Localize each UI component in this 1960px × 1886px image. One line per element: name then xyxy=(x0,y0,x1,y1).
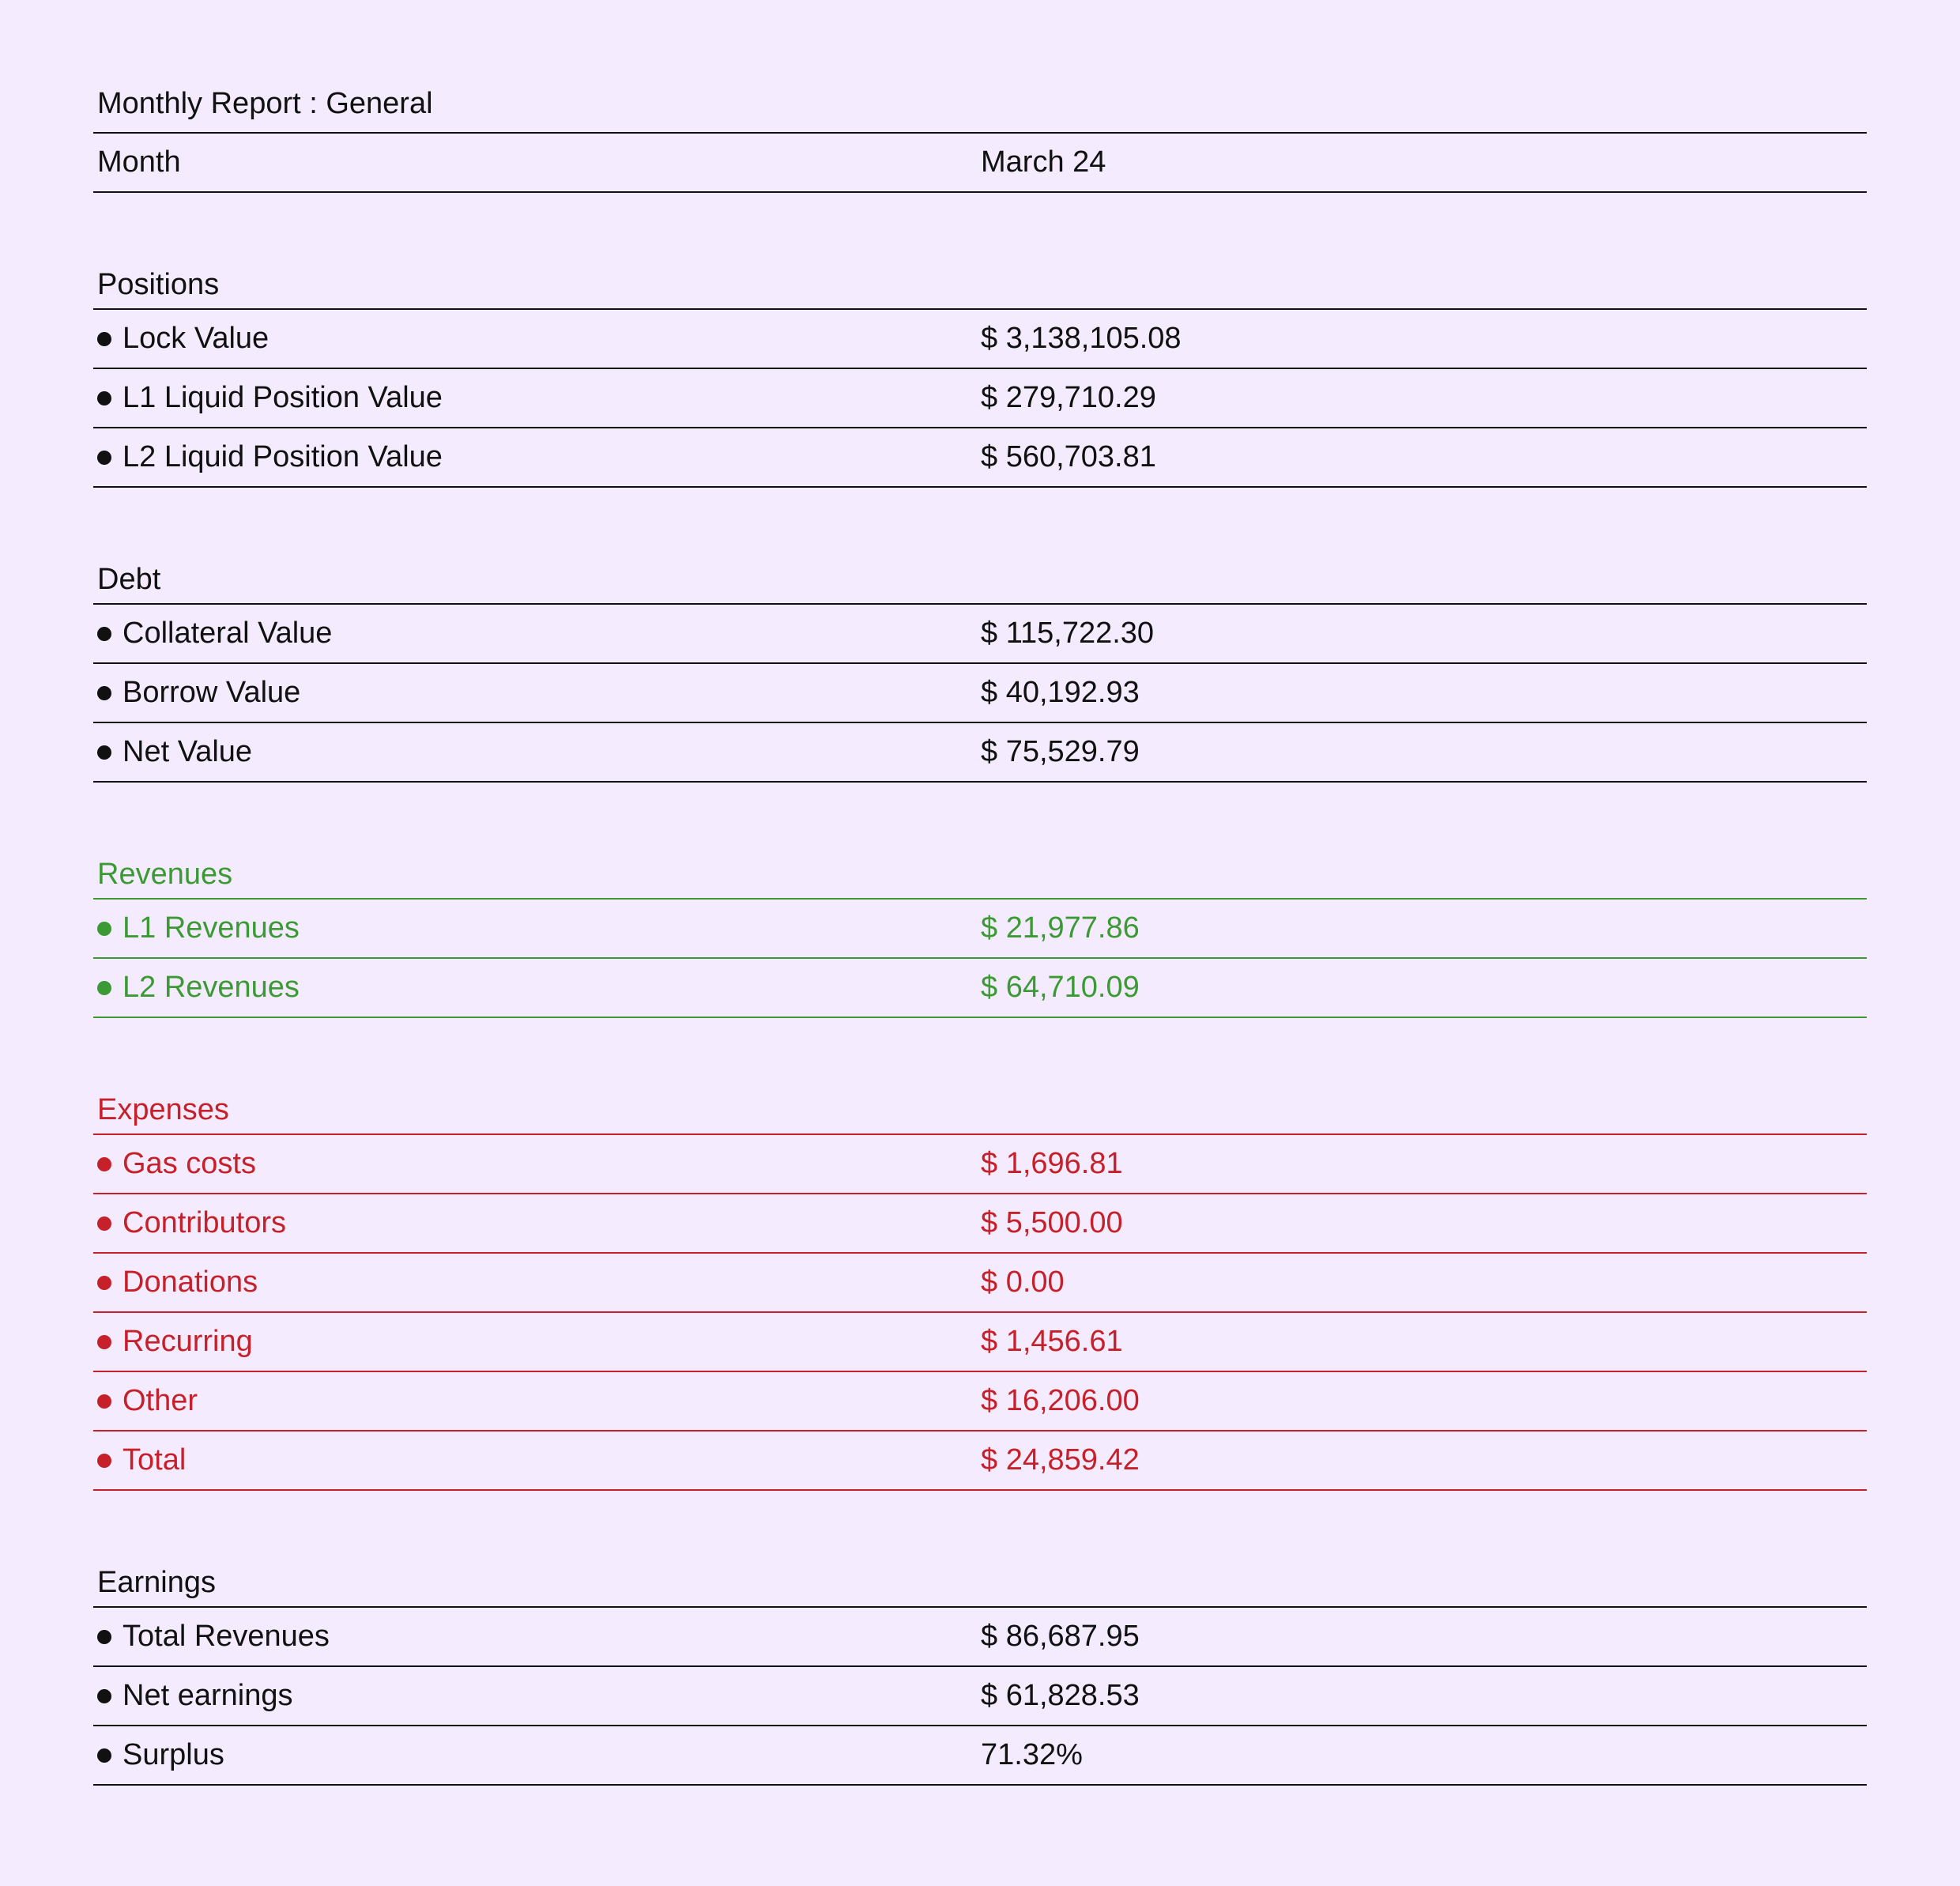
positions-row-lock-value xyxy=(93,310,1867,369)
item-label: Net Value xyxy=(122,735,253,768)
item-value: $ 3,138,105.08 xyxy=(981,322,1182,355)
expenses-row-contributors xyxy=(93,1194,1867,1254)
revenues-row-l1 xyxy=(93,900,1867,959)
item-label: Donations xyxy=(122,1266,258,1299)
revenues-section xyxy=(93,840,1867,1018)
item-label: Other xyxy=(122,1384,198,1417)
item-value: $ 16,206.00 xyxy=(981,1384,1140,1417)
debt-row-collateral xyxy=(93,605,1867,664)
item-label: L1 Revenues xyxy=(122,911,300,945)
item-label: L1 Liquid Position Value xyxy=(122,381,443,414)
bullet-icon xyxy=(97,1689,111,1703)
earnings-row-net-earnings xyxy=(93,1667,1867,1726)
item-label: L2 Liquid Position Value xyxy=(122,440,443,473)
debt-row-net xyxy=(93,723,1867,783)
item-value: $ 24,859.42 xyxy=(981,1443,1140,1477)
item-value: $ 86,687.95 xyxy=(981,1620,1140,1653)
bullet-icon xyxy=(97,745,111,760)
bullet-icon xyxy=(97,686,111,700)
bullet-icon xyxy=(97,1630,111,1644)
bullet-icon xyxy=(97,1748,111,1763)
expenses-section xyxy=(93,1076,1867,1491)
positions-section xyxy=(93,251,1867,488)
item-label: Gas costs xyxy=(122,1147,256,1180)
item-label: Collateral Value xyxy=(122,617,333,650)
bullet-icon xyxy=(97,1335,111,1349)
item-value: $ 0.00 xyxy=(981,1266,1065,1299)
bullet-icon xyxy=(97,1276,111,1290)
item-value: $ 75,529.79 xyxy=(981,735,1140,768)
positions-heading: Positions xyxy=(93,251,1867,310)
bullet-icon xyxy=(97,332,111,346)
item-label: Lock Value xyxy=(122,322,270,355)
positions-row-l1-liquid xyxy=(93,369,1867,428)
item-value: $ 1,696.81 xyxy=(981,1147,1123,1180)
item-value: $ 115,722.30 xyxy=(981,617,1155,650)
bullet-icon xyxy=(97,981,111,995)
bullet-icon xyxy=(97,391,111,405)
item-value: $ 560,703.81 xyxy=(981,440,1156,473)
item-label: Total xyxy=(122,1443,187,1477)
debt-section xyxy=(93,545,1867,783)
item-value: $ 40,192.93 xyxy=(981,676,1140,709)
monthly-report xyxy=(93,75,1867,1786)
item-label: Recurring xyxy=(122,1325,253,1358)
item-value: $ 64,710.09 xyxy=(981,971,1140,1004)
report-title: Monthly Report : General xyxy=(93,75,1867,134)
item-label: Borrow Value xyxy=(122,676,301,709)
item-value: $ 61,828.53 xyxy=(981,1679,1140,1712)
item-label: Contributors xyxy=(122,1206,286,1239)
earnings-section xyxy=(93,1548,1867,1786)
debt-heading: Debt xyxy=(93,545,1867,605)
expenses-row-recurring xyxy=(93,1313,1867,1372)
earnings-row-surplus xyxy=(93,1726,1867,1786)
bullet-icon xyxy=(97,1216,111,1231)
item-label: Total Revenues xyxy=(122,1620,330,1653)
expenses-row-other xyxy=(93,1372,1867,1431)
revenues-heading: Revenues xyxy=(93,840,1867,900)
item-label: L2 Revenues xyxy=(122,971,300,1004)
item-value: 71.32% xyxy=(981,1738,1083,1771)
earnings-heading: Earnings xyxy=(93,1548,1867,1608)
item-label: Surplus xyxy=(122,1738,224,1771)
month-label: Month xyxy=(97,145,181,179)
item-value: $ 1,456.61 xyxy=(981,1325,1123,1358)
bullet-icon xyxy=(97,1157,111,1171)
month-row xyxy=(93,134,1867,193)
item-value: $ 279,710.29 xyxy=(981,381,1156,414)
expenses-row-total xyxy=(93,1431,1867,1491)
revenues-row-l2 xyxy=(93,959,1867,1018)
expenses-row-gas xyxy=(93,1135,1867,1194)
bullet-icon xyxy=(97,922,111,936)
bullet-icon xyxy=(97,1394,111,1409)
item-label: Net earnings xyxy=(122,1679,293,1712)
item-value: $ 5,500.00 xyxy=(981,1206,1123,1239)
bullet-icon xyxy=(97,627,111,641)
debt-row-borrow xyxy=(93,664,1867,723)
expenses-heading: Expenses xyxy=(93,1076,1867,1135)
bullet-icon xyxy=(97,1454,111,1468)
bullet-icon xyxy=(97,451,111,465)
positions-row-l2-liquid xyxy=(93,428,1867,488)
earnings-row-total-revenues xyxy=(93,1608,1867,1667)
item-value: $ 21,977.86 xyxy=(981,911,1140,945)
month-value: March 24 xyxy=(981,145,1106,179)
expenses-row-donations xyxy=(93,1254,1867,1313)
